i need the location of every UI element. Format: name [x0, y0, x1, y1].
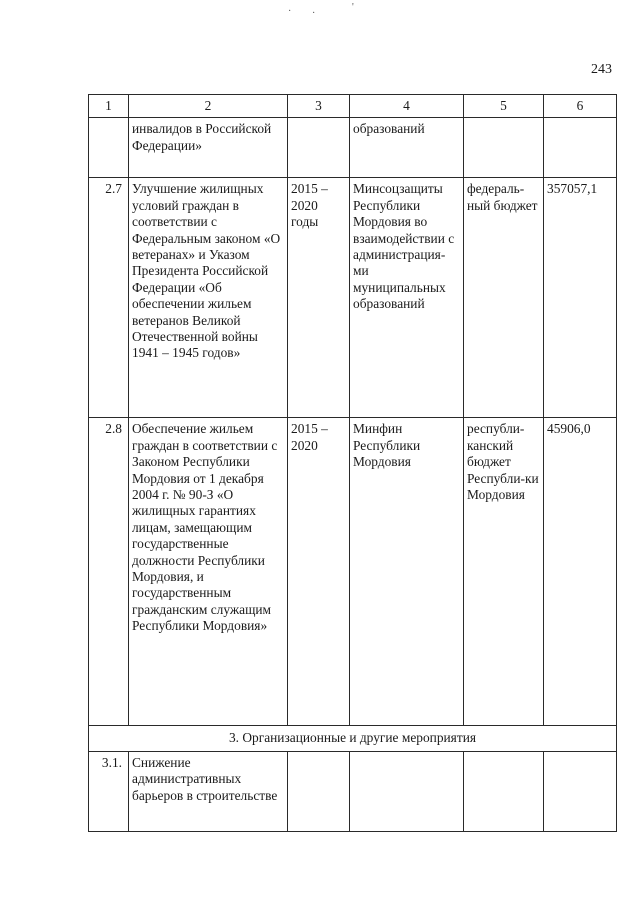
row-number: 2.8 [89, 418, 129, 726]
period: 2015 – 2020 годы [288, 178, 350, 418]
executor [350, 751, 464, 831]
section-heading: 3. Организационные и другие мероприятия [89, 726, 617, 751]
funding-source [464, 751, 544, 831]
scan-mark: ' [352, 2, 354, 13]
amount [544, 751, 617, 831]
amount: 357057,1 [544, 178, 617, 418]
column-header: 3 [288, 95, 350, 118]
measure-name: Улучшение жилищных условий граждан в соответствии с Федеральным законом «О ветеранах» и Указом Президента Российской Федерации «Об обеспечении жильем ветеранов Великой Отечественной войны 1941 – 1945 годов» [129, 178, 288, 418]
row-number: 3.1. [89, 751, 129, 831]
measure-name: инвалидов в Российской Федерации» [129, 118, 288, 178]
funding-source: республи-канский бюджет Республи-ки Мордовия [464, 418, 544, 726]
column-header: 6 [544, 95, 617, 118]
table-row [89, 118, 617, 178]
table-row [89, 178, 617, 418]
page-number: 243 [591, 62, 612, 77]
measure-name: Обеспечение жильем граждан в соответствии с Законом Республики Мордовия от 1 декабря 2004 г. № 90-З «О жилищных гарантиях лицам, замещающим государственные должности Республики Мордовия, и государственным гражданским служащим Республики Мордовия» [129, 418, 288, 726]
period: 2015 – 2020 [288, 418, 350, 726]
funding-source [464, 118, 544, 178]
amount [544, 118, 617, 178]
period [288, 118, 350, 178]
section-row [89, 726, 617, 751]
row-number: 2.7 [89, 178, 129, 418]
amount: 45906,0 [544, 418, 617, 726]
scan-mark: · [312, 8, 316, 19]
executor: Минсоцзащиты Республики Мордовия во взаимодействии с администрация-ми муниципальных образований [350, 178, 464, 418]
period [288, 751, 350, 831]
column-header: 1 [89, 95, 129, 118]
scan-mark: · [288, 6, 292, 17]
column-header: 4 [350, 95, 464, 118]
column-header: 5 [464, 95, 544, 118]
funding-source: федераль-ный бюджет [464, 178, 544, 418]
executor: образований [350, 118, 464, 178]
program-table [88, 94, 617, 832]
column-header: 2 [129, 95, 288, 118]
measure-name: Снижение административных барьеров в строительстве [129, 751, 288, 831]
row-number [89, 118, 129, 178]
table-row [89, 418, 617, 726]
executor: Минфин Республики Мордовия [350, 418, 464, 726]
table-row [89, 751, 617, 831]
header-row [89, 95, 617, 118]
